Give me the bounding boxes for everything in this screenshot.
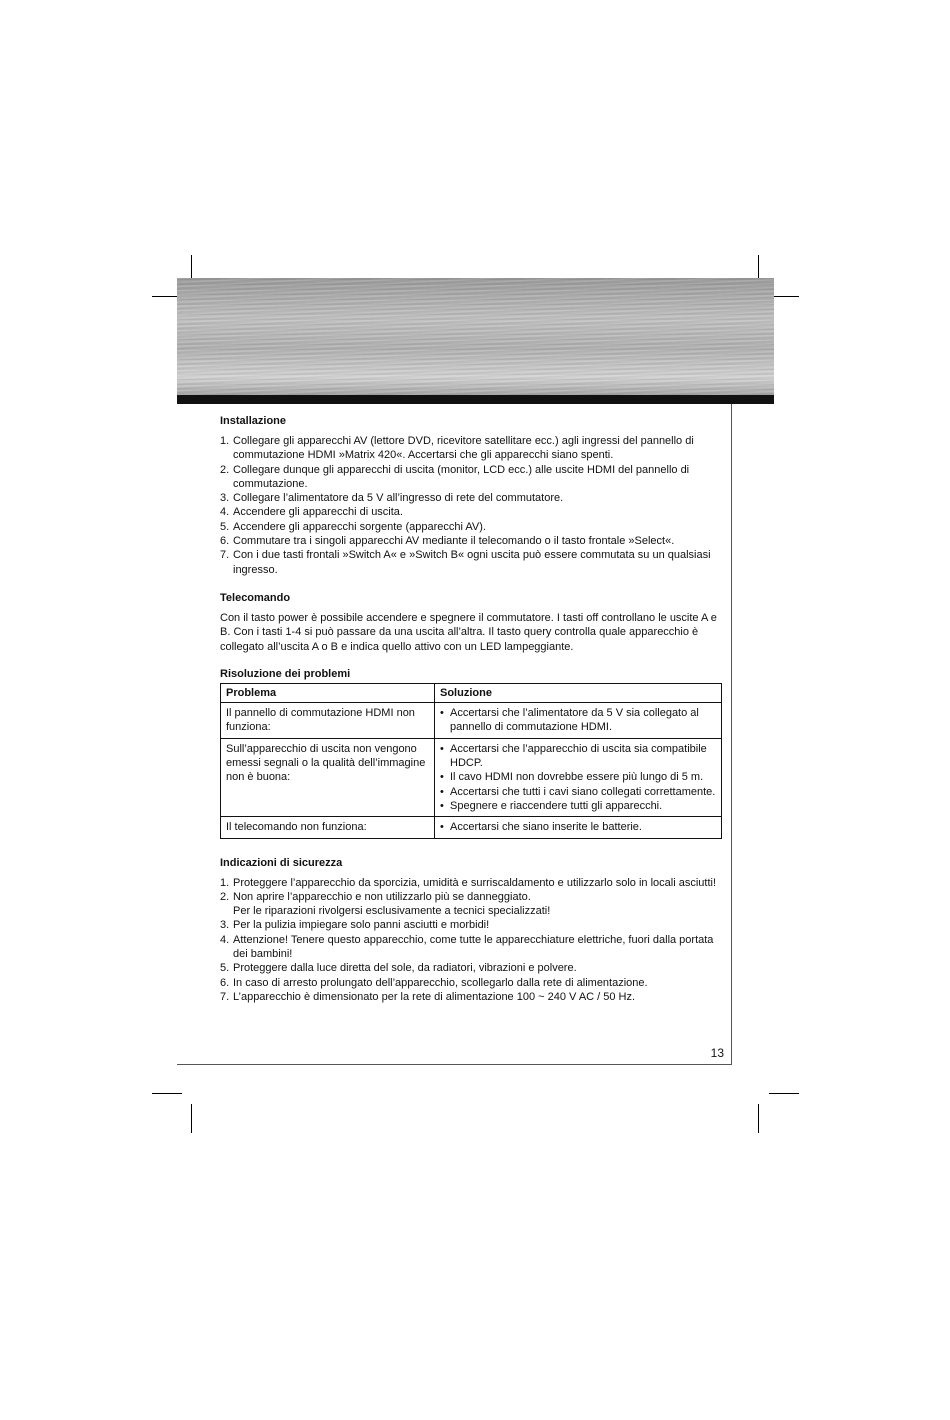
section-installazione	[220, 414, 720, 577]
page-content	[220, 414, 720, 1004]
list-item: 5. Proteggere dalla luce diretta del sole, da radiatori, vibrazioni e polvere.	[220, 962, 577, 975]
installazione-list	[220, 434, 720, 577]
list-item: 2. Collegare dunque gli apparecchi di uscita (monitor, LCD ecc.) alle uscite HDMI del pannello di commutazione.	[220, 463, 690, 490]
bullet-icon: •	[440, 742, 444, 755]
table-row	[221, 703, 722, 739]
list-item: 4. Accendere gli apparecchi di uscita.	[220, 506, 403, 519]
solution-cell	[435, 738, 722, 816]
list-item: 4. Attenzione! Tenere questo apparecchio, come tutte le apparecchiature elettriche, fuori dalla portata dei bambini!	[220, 933, 714, 961]
solution-item: • Accertarsi che l’alimentatore da 5 V sia collegato al pannello di commutazione HDMI.	[440, 707, 699, 734]
table-header-row	[221, 683, 722, 702]
problem-cell: Il pannello di commutazione HDMI non funziona:	[221, 703, 435, 739]
page-bottom-rule	[177, 1064, 732, 1065]
list-item: 1. Proteggere l’apparecchio da sporcizia, umidità e surriscaldamento e utilizzarlo solo in locali asciutti!	[220, 876, 717, 889]
list-item: 1. Collegare gli apparecchi AV (lettore DVD, ricevitore satellitare ecc.) agli ingressi del pannello di commutazione HDMI »Matrix 420«. Accertarsi che gli apparecchi siano spenti.	[220, 435, 694, 462]
telecomando-text: Con il tasto power è possibile accendere e spegnere il commutatore. I tasti off controllano le uscite A e B. Con i tasti 1-4 si può passare da una uscita all’altra. Il tasto query controlla quale apparecchio è collegato all’uscita A o B e indica quello attivo con un LED lampeggiante.	[220, 611, 717, 653]
list-item: 3. Per la pulizia impiegare solo panni asciutti e morbidi!	[220, 919, 490, 932]
bullet-icon: •	[440, 771, 444, 784]
section-title: Installazione	[220, 415, 287, 427]
solution-item: • Accertarsi che l’apparecchio di uscita sia compatibile HDCP.	[440, 742, 707, 770]
list-item: 5. Accendere gli apparecchi sorgente (apparecchi AV).	[220, 520, 486, 533]
section-risoluzione	[220, 667, 720, 839]
page-number: 13	[710, 1046, 724, 1060]
solution-cell	[435, 703, 722, 739]
column-header-soluzione: Soluzione	[435, 683, 722, 702]
solution-cell	[435, 817, 722, 838]
section-telecomando	[220, 591, 720, 654]
section-sicurezza	[220, 856, 720, 1005]
crop-mark-bottom-right-h	[769, 1093, 799, 1094]
solution-item: • Accertarsi che siano inserite le batterie.	[440, 821, 642, 834]
bullet-icon: •	[440, 821, 444, 834]
list-item: 6. In caso di arresto prolungato dell’apparecchio, scollegarlo dalla rete di alimentazione.	[220, 976, 648, 989]
header-banner	[177, 278, 774, 395]
list-item: 7. Con i due tasti frontali »Switch A« e »Switch B« ogni uscita può essere commutata su un qualsiasi ingresso.	[220, 549, 711, 576]
troubleshooting-table	[220, 683, 722, 839]
header-banner-bar	[177, 395, 774, 404]
table-row	[221, 817, 722, 838]
sicurezza-list	[220, 876, 720, 1005]
problem-cell: Sull’apparecchio di uscita non vengono emessi segnali o la qualità dell’immagine non è buona:	[221, 738, 435, 816]
list-item: 3. Collegare l’alimentatore da 5 V all’ingresso di rete del commutatore.	[220, 492, 564, 505]
list-item: 2. Non aprire l’apparecchio e non utilizzarlo più se danneggiato. Per le riparazioni rivolgersi esclusivamente a tecnici specializzati!	[220, 890, 551, 918]
bullet-icon: •	[440, 785, 444, 798]
bullet-icon: •	[440, 707, 444, 720]
crop-mark-bottom-left-h	[152, 1093, 182, 1094]
column-header-problema: Problema	[221, 683, 435, 702]
table-row	[221, 738, 722, 816]
problem-cell: Il telecomando non funziona:	[221, 817, 435, 838]
page-right-rule	[731, 404, 732, 1064]
list-item: 7. L’apparecchio è dimensionato per la rete di alimentazione 100 ~ 240 V AC / 50 Hz.	[220, 990, 636, 1003]
list-item: 6. Commutare tra i singoli apparecchi AV mediante il telecomando o il tasto frontale »Select«.	[220, 535, 675, 548]
crop-mark-bottom-left-v	[191, 1104, 192, 1133]
crop-mark-bottom-right-v	[758, 1104, 759, 1133]
solution-item: • Il cavo HDMI non dovrebbe essere più lungo di 5 m.	[440, 771, 704, 784]
solution-item: • Accertarsi che tutti i cavi siano collegati correttamente.	[440, 785, 716, 798]
section-title: Indicazioni di sicurezza	[220, 856, 343, 869]
solution-item: • Spegnere e riaccendere tutti gli apparecchi.	[440, 799, 663, 812]
bullet-icon: •	[440, 799, 444, 812]
section-title: Telecomando	[220, 591, 291, 604]
section-title: Risoluzione dei problemi	[220, 667, 351, 680]
